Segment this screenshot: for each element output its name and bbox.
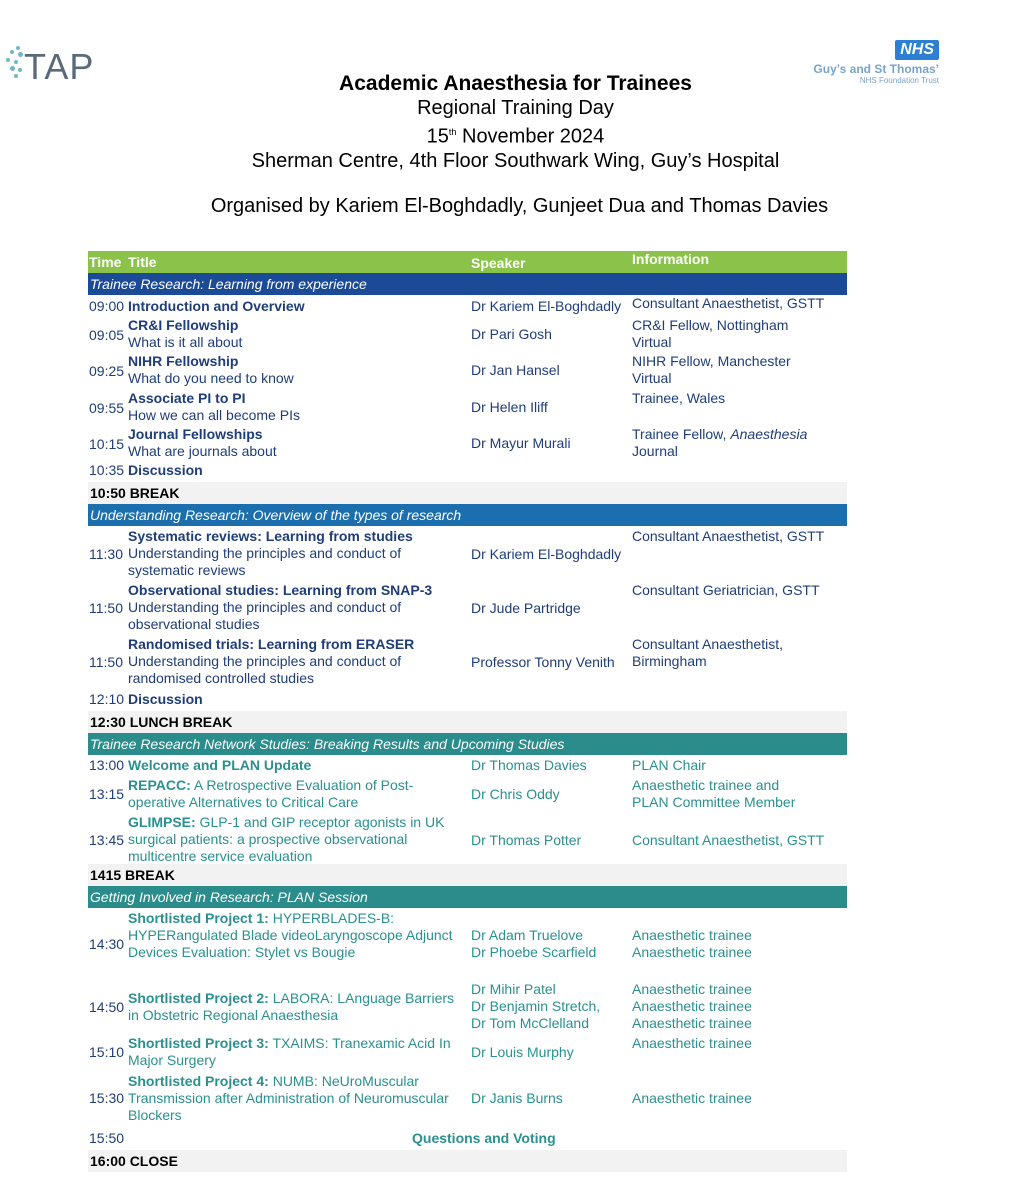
schedule-table	[88, 251, 847, 1172]
break-row: 1415 BREAK	[88, 864, 847, 886]
section-heading: Trainee Research: Learning from experience	[88, 273, 847, 295]
table-row: 14:30 Shortlisted Project 1: HYPERBLADES-B: HYPERangulated Blade videoLaryngoscope Adjunct Devices Evaluation: Stylet vs Bougie Dr Adam Truelove Dr Phoebe Scarfield Anaesthetic trainee Anaesthetic trainee	[89, 910, 752, 960]
table-row: 09:05 CR&I Fellowship What is it all about Dr Pari Gosh CR&I Fellow, Nottingham Virtual	[89, 317, 789, 350]
venue: Sherman Centre, 4th Floor Southwark Wing, Guy’s Hospital	[251, 149, 780, 172]
col-info: Information	[632, 251, 709, 267]
trust-sub: NHS Foundation Trust	[859, 76, 939, 85]
section-heading: Understanding Research: Overview of the types of research	[88, 504, 847, 526]
table-row: 13:00 Welcome and PLAN Update Dr Thomas Davies PLAN Chair	[89, 757, 706, 773]
table-row: 11:50 Randomised trials: Learning from ERASER Understanding the principles and conduct of randomised controlled studies Professor Tonny Venith Consultant Anaesthetist, Birmingham	[89, 636, 783, 686]
table-row: 12:10 Discussion	[89, 691, 203, 707]
table-row: 15:30 Shortlisted Project 4: NUMB: NeUroMuscular Transmission after Administration of Neuromuscular Blockers Dr Janis Burns Anaesthetic trainee	[89, 1073, 752, 1123]
table-row: 13:45 GLIMPSE: GLP-1 and GIP receptor agonists in UK surgical patients: a prospective observational multicentre service evaluation Dr Thomas Potter Consultant Anaesthetist, GSTT	[89, 814, 825, 864]
table-row: 09:00 Introduction and Overview Dr Kariem El-Boghdadly Consultant Anaesthetist, GSTT	[89, 295, 825, 314]
break-row: 12:30 LUNCH BREAK	[88, 711, 847, 733]
tap-logo-text: TAP	[24, 46, 95, 87]
col-title: Title	[128, 254, 157, 270]
questions-voting: Questions and Voting	[412, 1130, 556, 1146]
trust-name: Guy’s and St Thomas’	[813, 62, 939, 76]
col-time: Time	[89, 254, 122, 270]
table-header	[88, 251, 847, 273]
table-row: 09:55 Associate PI to PI How we can all become PIs Dr Helen Iliff Trainee, Wales	[89, 390, 726, 423]
table-row: 15:10 Shortlisted Project 3: TXAIMS: Tranexamic Acid In Major Surgery Dr Louis Murphy Anaesthetic trainee	[89, 1035, 752, 1068]
table-row: 10:15 Journal Fellowships What are journals about Dr Mayur Murali Trainee Fellow, Anaesthesia Journal	[89, 426, 808, 459]
section-heading: Getting Involved in Research: PLAN Session	[88, 886, 847, 908]
table-row: 13:15 REPACC: A Retrospective Evaluation of Post-operative Alternatives to Critical Care Dr Chris Oddy Anaesthetic trainee and PLAN Committee Member	[89, 777, 796, 810]
col-speaker: Speaker	[471, 255, 526, 271]
nhs-badge: NHS	[895, 40, 939, 60]
table-row: 09:25 NIHR Fellowship What do you need to know Dr Jan Hansel NIHR Fellow, Manchester Virtual	[89, 353, 791, 386]
page-title: Academic Anaesthesia for Trainees	[339, 72, 692, 95]
close-row: 16:00 CLOSE	[88, 1150, 847, 1172]
organisers: Organised by Kariem El-Boghdadly, Gunjeet Dua and Thomas Davies	[210, 194, 829, 217]
table-row: 11:50 Observational studies: Learning from SNAP-3 Understanding the principles and conduct of observational studies Dr Jude Partridge Consultant Geriatrician, GSTT	[89, 582, 820, 632]
table-row: 14:50 Shortlisted Project 2: LABORA: LAnguage Barriers in Obstetric Regional Anaesthesia Dr Mihir Patel Dr Benjamin Stretch, Dr Tom McClelland Anaesthetic trainee Anaesthetic trainee Anaesthetic trainee	[89, 981, 752, 1031]
table-row: 15:50 Questions and Voting	[89, 1130, 556, 1146]
section-heading: Trainee Research Network Studies: Breaking Results and Upcoming Studies	[88, 733, 847, 755]
subtitle: Regional Training Day	[417, 97, 614, 119]
break-row: 10:50 BREAK	[88, 482, 847, 504]
page-header	[0, 72, 1031, 218]
table-row: 10:35 Discussion	[89, 462, 203, 478]
event-date: 15th November 2024	[426, 125, 605, 148]
table-row: 11:30 Systematic reviews: Learning from studies Understanding the principles and conduct of systematic reviews Dr Kariem El-Boghdadly Consultant Anaesthetist, GSTT	[89, 528, 825, 578]
